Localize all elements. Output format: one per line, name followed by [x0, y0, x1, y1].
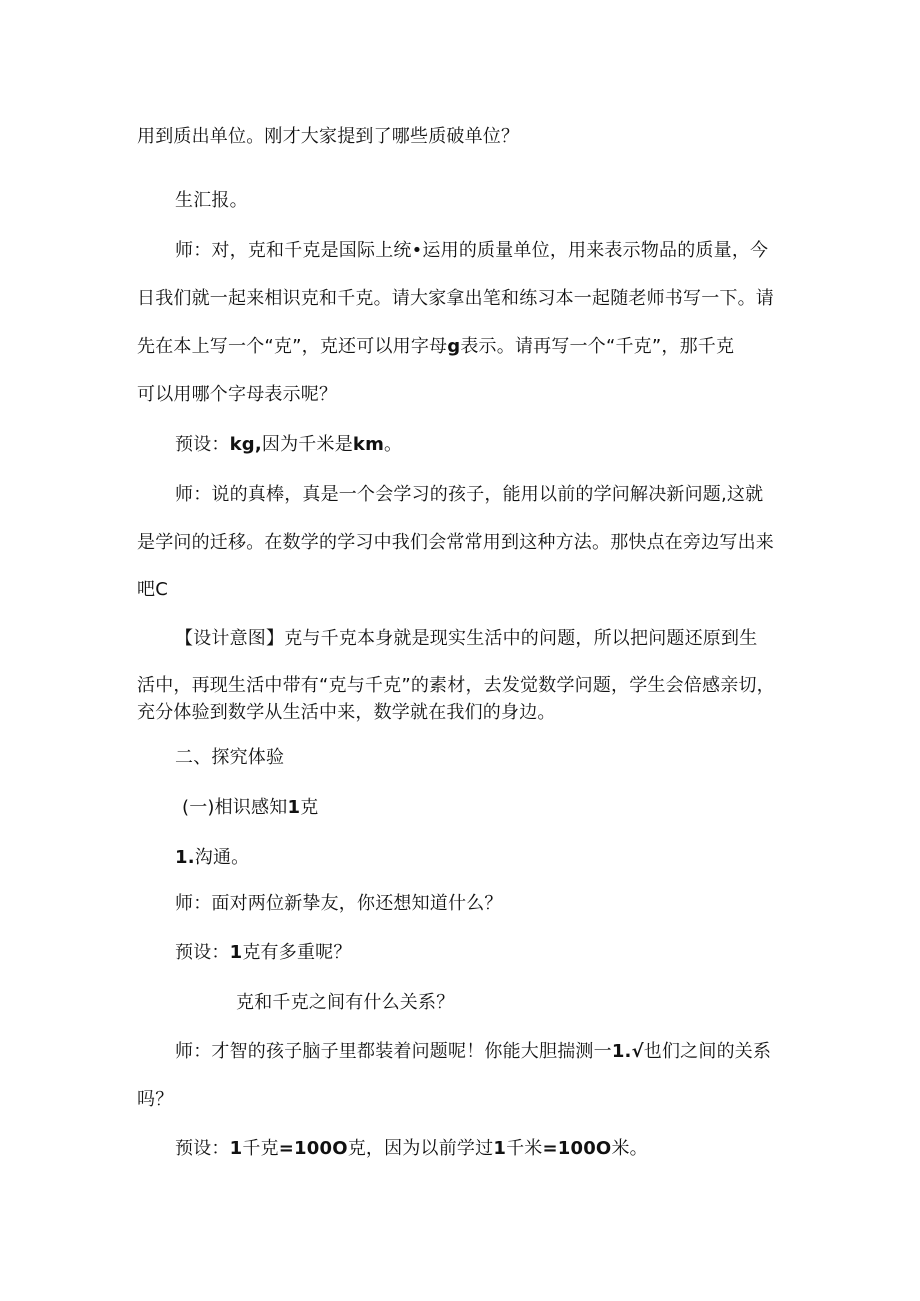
paragraph-line: [137, 386, 337, 404]
number: 1: [493, 1138, 507, 1159]
paragraph-line: [175, 1140, 648, 1158]
text-run: (一)相识感知: [182, 797, 288, 818]
subsection-heading: [182, 799, 318, 817]
text-run: 活中，再现生活中带有“克与千克”的素材，去发觉数学问题，学生会倍感亲切，: [137, 675, 775, 696]
paragraph-line: [175, 192, 248, 210]
number: 1: [229, 942, 243, 963]
text-run: 克，因为以前学过: [347, 1138, 494, 1159]
text-run: 克有多重呢？: [242, 942, 352, 963]
text-run: 用到质出单位。刚才大家提到了哪些质破单位？: [137, 126, 520, 147]
text-run: 师：才智的孩子脑子里都装着问题呢！你能大胆揣测一: [175, 1041, 612, 1062]
text-run: 【设计意图】克与千克本身就是现实生活中的问题，所以把问题还原到生: [175, 628, 758, 649]
text-run: 日我们就一起来相识克和千克。请大家拿出笔和练习本一起随老师书写一下。请: [137, 288, 774, 309]
unit-symbol: g: [447, 336, 461, 357]
paragraph-line: [137, 338, 734, 356]
number: 1: [229, 1138, 243, 1159]
paragraph-line: [137, 290, 774, 308]
paragraph-line: [137, 534, 774, 552]
paragraph-line: [175, 486, 763, 504]
paragraph-line: [175, 436, 402, 454]
paragraph-line: [175, 944, 352, 962]
text-run: 生汇报。: [175, 190, 248, 211]
paragraph-line: [175, 849, 249, 867]
paragraph-line: [137, 1091, 173, 1109]
equation: =100O: [278, 1138, 348, 1159]
paragraph-line: [175, 1043, 771, 1061]
text-run: 千米: [506, 1138, 543, 1159]
paragraph-line: [175, 895, 503, 913]
text-run: 预设：: [175, 942, 230, 963]
paragraph-line: [137, 128, 519, 146]
text-run: 师：对，克和千克是国际上统•运用的质量单位，用来表示物品的质量，今: [175, 240, 769, 261]
text-run: 表示。请再写一个“千克”，那千克: [460, 336, 735, 357]
paragraph-line: [175, 630, 757, 648]
paragraph-line: [137, 704, 556, 722]
paragraph-line: [137, 581, 168, 599]
text-run: 也们之间的关系: [643, 1041, 772, 1062]
number: 1: [287, 797, 301, 818]
text-run: 千克: [242, 1138, 279, 1159]
equation: =100O: [542, 1138, 612, 1159]
paragraph-line: [175, 242, 768, 260]
unit-symbol: kg,: [229, 434, 262, 455]
text-run: 师：面对两位新挚友，你还想知道什么？: [175, 893, 503, 914]
text-run: 师：说的真棒，真是一个会学习的孩子，能用以前的学问解决新问题,这就: [175, 484, 764, 505]
text-run: 预设：: [175, 434, 230, 455]
text-run: 。: [384, 434, 403, 455]
section-heading: [175, 749, 284, 767]
list-number: 1.: [175, 847, 195, 868]
text-run: 米。: [611, 1138, 648, 1159]
paragraph-line: [236, 994, 454, 1012]
text-run: 是学问的迁移。在数学的学习中我们会常常用到这种方法。那快点在旁边写出来: [137, 532, 774, 553]
text-run: 克和千克之间有什么关系？: [236, 992, 455, 1013]
text-run: 沟通。: [194, 847, 250, 868]
unit-symbol: km: [352, 434, 385, 455]
text-run: 可以用哪个字母表示呢？: [137, 384, 338, 405]
text-run: 充分体验到数学从生活中来，数学就在我们的身边。: [137, 702, 556, 723]
text-run: 先在本上写一个“克”，克还可以用字母: [137, 336, 448, 357]
text-run: 吗？: [137, 1089, 174, 1110]
text-run: 克: [300, 797, 319, 818]
text-run: 预设：: [175, 1138, 230, 1159]
garbled-symbol: 1.√: [611, 1041, 644, 1062]
text-run: 因为千米是: [261, 434, 353, 455]
paragraph-line: [137, 677, 775, 695]
text-run: 二、探究体验: [175, 747, 285, 768]
text-run: 吧C: [137, 579, 168, 600]
